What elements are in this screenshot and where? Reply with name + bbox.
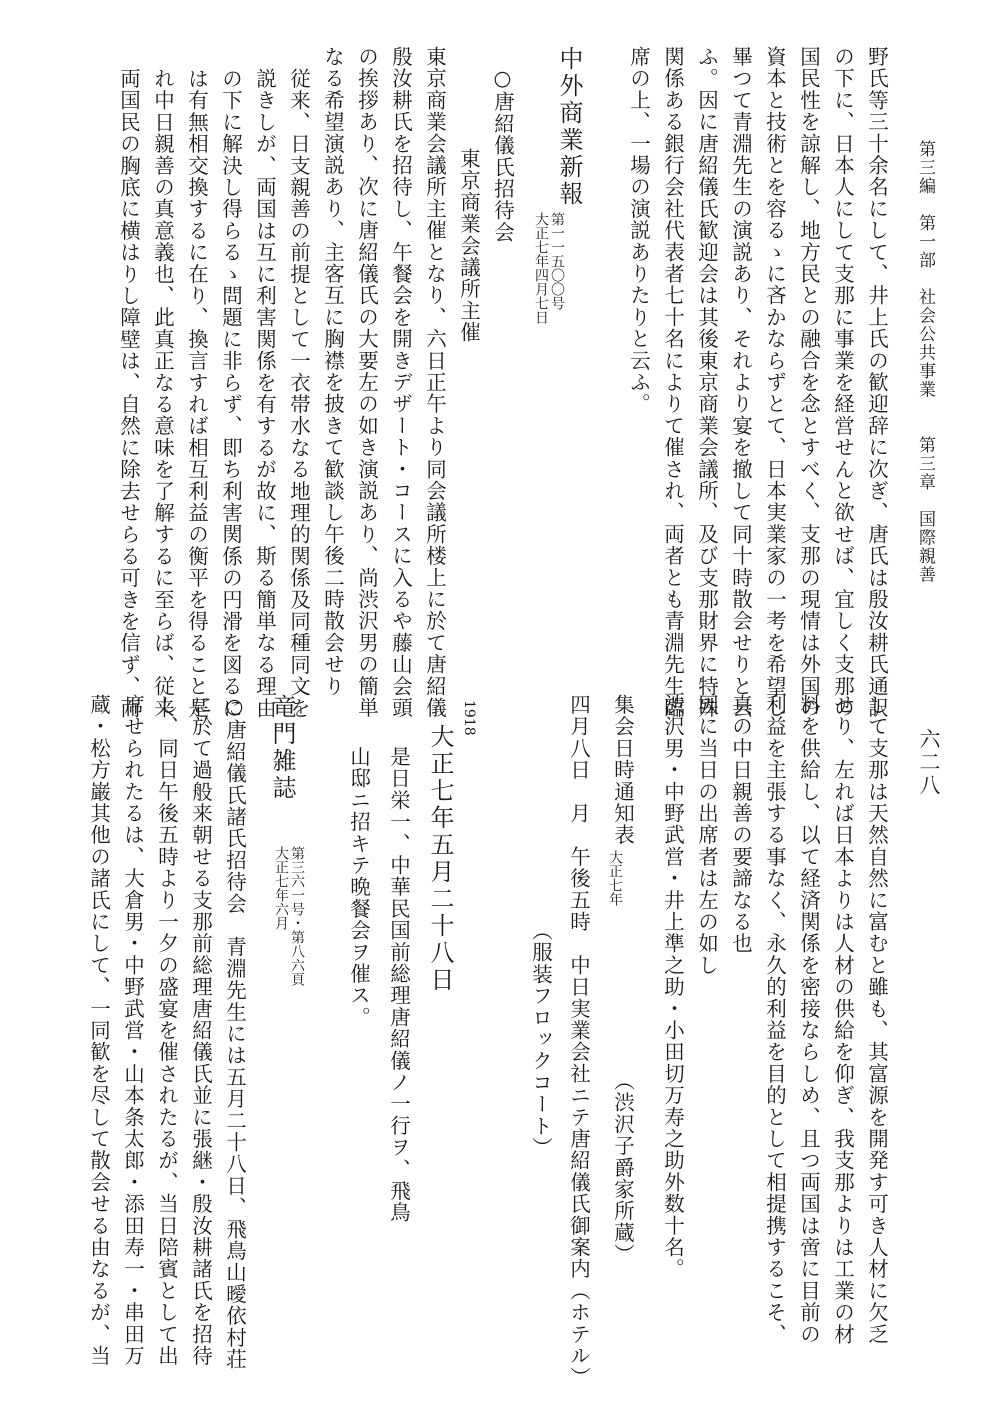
source-title: 竜門雑誌 <box>268 694 296 802</box>
notice-line: 四月八日 月 午後五時 中日実業会社ニテ唐紹儀氏御案内（ホテル） <box>566 694 591 1389</box>
text-column: 席せられたるは、大倉男・中野武営・山本条太郎・添田寿一・串田万 <box>120 694 145 1367</box>
source-title: 集会日時通知表 <box>610 694 635 846</box>
text-column: 因に当日の出席者は左の如し <box>694 694 719 977</box>
year-number: 1918 <box>461 700 477 736</box>
text-column: 国民性を諒解し、地方民との融合を念とすべく、支那の現情は外国の <box>796 46 821 719</box>
text-column: して支那は天然自然に富むと雖も、其富源を開発す可き人材に欠乏 <box>864 694 889 1345</box>
running-head: 第三編 第一部 社会公共事業 第三章 国際親善 <box>915 140 935 584</box>
text-column: 説きしが、両国は互に利害関係を有するが故に、斯る簡単なる理由 <box>252 68 277 719</box>
text-column: なる希望演説あり、主客互に胸襟を披きて歓談し午後二時散会せり <box>320 46 345 697</box>
source-reference: 第三六一号・第八六頁 <box>289 846 305 986</box>
text-column: ふ。因に唐紹儀氏歓迎会は其後東京商業会議所、及び支那財界に特殊 <box>694 46 719 719</box>
text-column: 料を供給し、以て経済関係を密接ならしめ、且つ両国は啻に目前の <box>796 694 821 1345</box>
text-column: 席の上、一場の演説ありたりと云ふ。 <box>626 46 651 415</box>
text-column: の下に解決し得らるゝ問題に非らず、即ち利害関係の円滑を図るに <box>218 68 243 719</box>
source-reference: 第一一五〇〇号 <box>549 212 565 310</box>
diary-line: 山邸ニ招キテ晩餐会ヲ催ス。 <box>346 746 371 1029</box>
source-reference: 大正七年六月 <box>273 846 289 930</box>
text-column: 殷汝耕氏を招待し、午餐会を開きデザート・コースに入るや藤山会頭 <box>388 46 413 719</box>
article-heading: ○唐紹儀氏招待会 <box>490 66 515 244</box>
page-number: 六二八 <box>917 728 941 797</box>
text-column: ○唐紹儀氏諸氏招待会 青淵先生には五月二十八日、飛鳥山曖依村荘 <box>222 694 247 1371</box>
notice-line: （服装フロックコート） <box>528 920 553 1159</box>
source-owner: （渋沢子爵家所蔵） <box>610 1070 635 1266</box>
diary-line: 是日栄一、中華民国前総理唐紹儀ノ一行ヲ、飛鳥 <box>386 746 411 1224</box>
text-column: 渋沢男・中野武営・井上準之助・小田切万寿之助外数十名。 <box>660 694 685 1280</box>
text-column: 真の中日親善の要諦なる也 <box>728 694 753 955</box>
article-subheading: 東京商業会議所主催 <box>456 148 481 344</box>
source-reference: 大正七年 <box>607 850 623 906</box>
text-column: 畢つて青淵先生の演説あり、それより宴を撤して同十時散会せりと云 <box>728 46 753 719</box>
text-column: の下に、日本人にして支那に事業を経営せんと欲せば、宜しく支那の <box>830 46 855 719</box>
text-column: 利益を主張する事なく、永久的利益を目的として相提携するこそ、 <box>762 694 787 1345</box>
text-column: に於て過般来朝せる支那前総理唐紹儀氏並に張継・殷汝耕諸氏を招待 <box>188 694 213 1367</box>
text-column: の挨拶あり、次に唐紹儀氏の大要左の如き演説あり、尚渋沢男の簡単 <box>354 46 379 719</box>
source-reference: 大正七年四月七日 <box>533 212 549 324</box>
text-column: は有無相交換するに在り、換言すれば相互利益の衡平を得ること是 <box>184 68 209 719</box>
text-column: し、同日午後五時より一夕の盛宴を催されたるが、当日陪賓として出 <box>154 694 179 1367</box>
text-column: 関係ある銀行会社代表者七十名によりて催され、両者とも青淵先生臨 <box>660 46 685 719</box>
text-column: 蔵・松方巌其他の諸氏にして、一同歓を尽して散会せる由なるが、当 <box>86 694 111 1367</box>
source-title: 中外商業新報 <box>555 46 583 208</box>
text-column: れ中日親善の真意義也、此真正なる意味を了解するに至らば、従来 <box>150 68 175 719</box>
text-column: 東京商業会議所主催となり、六日正午より同会議所楼上に於て唐紹儀 <box>422 46 447 719</box>
text-column: 資本と技術とを容るゝに吝かならずとて、日本実業家の一考を希望し <box>762 46 787 719</box>
text-column: 従来、日支親善の前提として一衣帯水なる地理的関係及同種同文を <box>286 68 311 719</box>
diary-date: 大正七年五月二十八日 <box>426 724 454 994</box>
text-column: 両国民の胸底に横はりし障壁は、自然に除去せらる可きを信ず、而 <box>116 68 141 719</box>
text-column: せり、左れば日本よりは人材の供給を仰ぎ、我支那よりは工業の材 <box>830 694 855 1345</box>
text-column: 野氏等三十余名にして、井上氏の歓迎辞に次ぎ、唐氏は殷汝耕氏通訳 <box>864 46 889 719</box>
